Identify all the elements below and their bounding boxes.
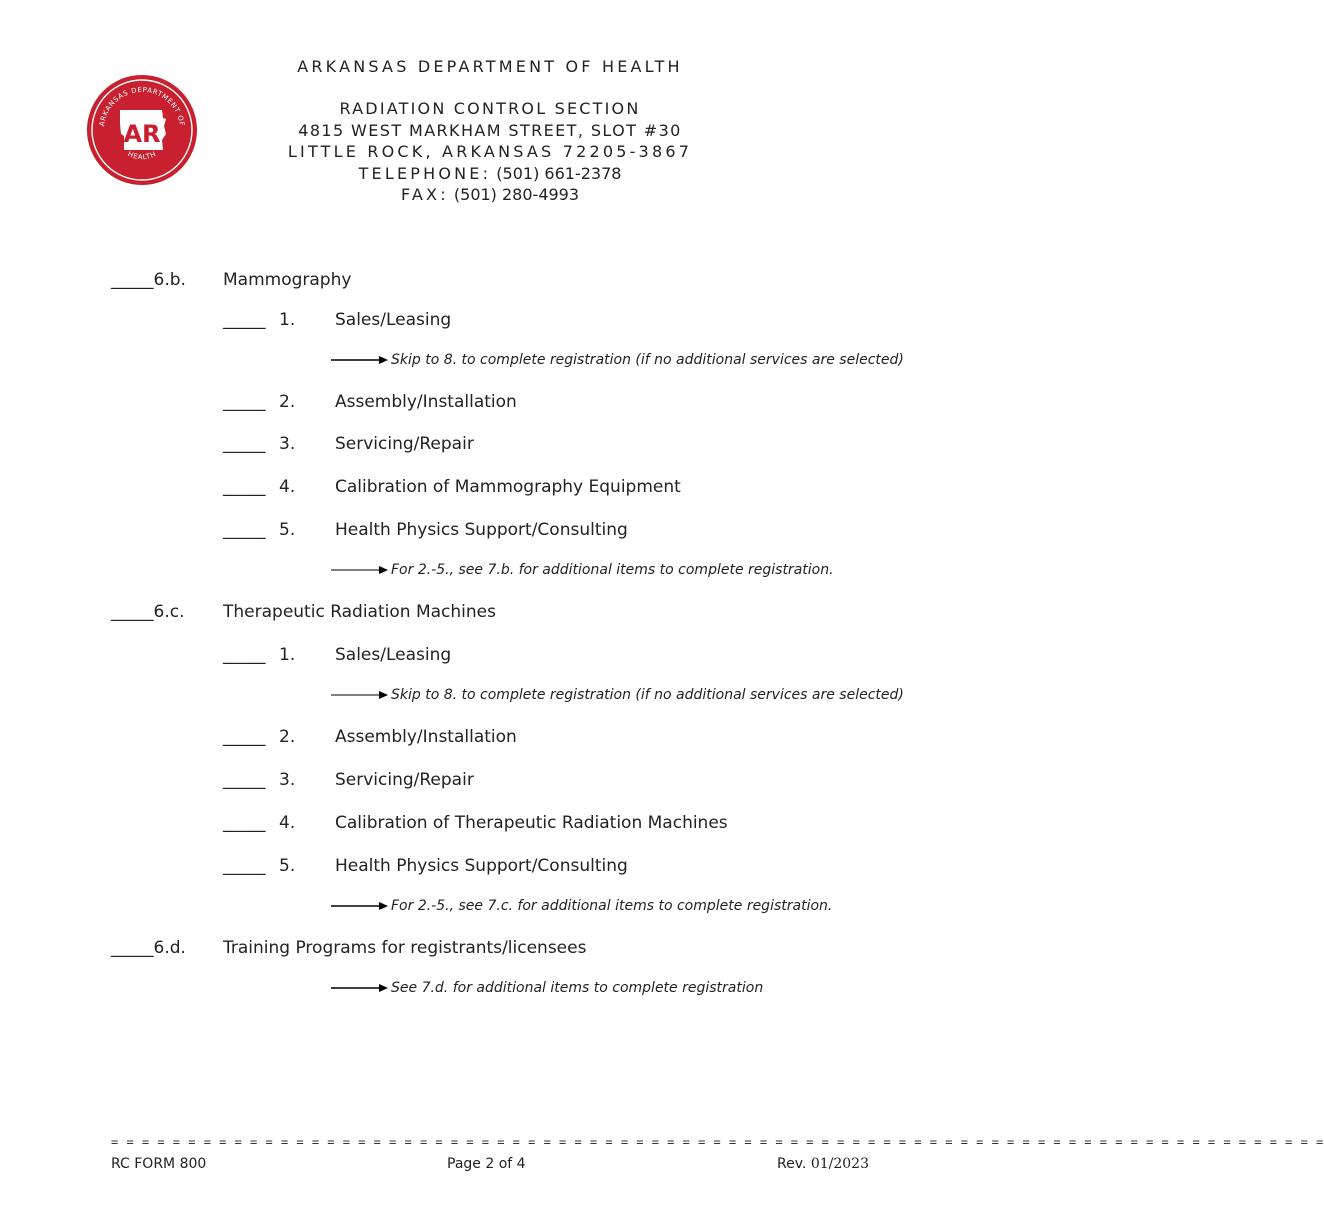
item-checkbox-blank[interactable]: _____ (223, 392, 266, 412)
section-title: Mammography (223, 270, 352, 290)
item-label: Calibration of Therapeutic Radiation Machines (335, 813, 728, 833)
item-checkbox-blank[interactable]: _____ (223, 477, 266, 497)
fax-number: (501) 280-4993 (453, 185, 580, 204)
arrow-right-icon (331, 983, 389, 993)
item-number: 5. (279, 520, 296, 540)
item-label: Health Physics Support/Consulting (335, 520, 628, 540)
item-label: Assembly/Installation (335, 727, 517, 747)
item-label: Sales/Leasing (335, 310, 452, 330)
svg-text:AR: AR (123, 120, 161, 148)
svg-text:HEALTH: HEALTH (126, 150, 158, 162)
item-label: Servicing/Repair (335, 434, 474, 454)
form-number: RC FORM 800 (111, 1156, 207, 1172)
note-text: Skip to 8. to complete registration (if no additional services are selected) (391, 687, 904, 703)
item-label: Servicing/Repair (335, 770, 474, 790)
telephone-line (250, 163, 730, 185)
adh-seal-logo (86, 74, 198, 186)
item-number: 3. (279, 434, 296, 454)
item-label: Assembly/Installation (335, 392, 517, 412)
fax-label: FAX: (400, 185, 449, 204)
revision-label: Rev. (777, 1156, 807, 1172)
item-checkbox-blank[interactable]: _____ (223, 645, 266, 665)
footer-divider: = = = = = = = = = = = = = = = = = = = = = = = = = = = = = = = = = = = = = = = = = = = = = = = = = = = = = = = = = = = = = = = = = = = = = = = = = = = = = = = (111, 1135, 1324, 1149)
item-checkbox-blank[interactable]: _____ (223, 310, 266, 330)
section-checkbox-blank[interactable]: _____6.b. (111, 270, 186, 290)
item-number: 1. (279, 645, 296, 665)
telephone-number: (501) 661-2378 (496, 163, 622, 183)
arrow-right-icon (331, 565, 389, 575)
item-number: 4. (279, 477, 296, 497)
item-checkbox-blank[interactable]: _____ (223, 770, 266, 790)
item-checkbox-blank[interactable]: _____ (223, 520, 266, 540)
telephone-label: TELEPHONE: (358, 163, 492, 183)
department-name: ARKANSAS DEPARTMENT OF HEALTH (297, 57, 683, 76)
item-label: Calibration of Mammography Equipment (335, 477, 681, 497)
section-name: RADIATION CONTROL SECTION (339, 99, 641, 118)
note-text: Skip to 8. to complete registration (if no additional services are selected) (391, 352, 904, 368)
arrow-right-icon (331, 355, 389, 365)
street-address: 4815 WEST MARKHAM STREET, SLOT #30 (298, 120, 682, 140)
fax-line (250, 184, 730, 206)
item-number: 2. (279, 392, 296, 412)
item-number: 4. (279, 813, 296, 833)
item-number: 3. (279, 770, 296, 790)
item-number: 5. (279, 856, 296, 876)
city-state-zip: LITTLE ROCK, ARKANSAS 72205-3867 (287, 142, 693, 161)
item-label: Sales/Leasing (335, 645, 452, 665)
item-checkbox-blank[interactable]: _____ (223, 813, 266, 833)
section-title: Training Programs for registrants/licensees (223, 938, 587, 958)
item-label: Health Physics Support/Consulting (335, 856, 628, 876)
item-checkbox-blank[interactable]: _____ (223, 434, 266, 454)
page-number: Page 2 of 4 (447, 1156, 526, 1172)
revision (777, 1156, 869, 1172)
revision-date: 01/2023 (810, 1156, 869, 1172)
section-checkbox-blank[interactable]: _____6.d. (111, 938, 186, 958)
arrow-right-icon (331, 690, 389, 700)
arrow-right-icon (331, 901, 389, 911)
item-checkbox-blank[interactable]: _____ (223, 856, 266, 876)
section-title: Therapeutic Radiation Machines (223, 602, 496, 622)
section-checkbox-blank[interactable]: _____6.c. (111, 602, 185, 622)
svg-text:ARKANSAS DEPARTMENT OF: ARKANSAS DEPARTMENT OF (98, 85, 186, 127)
item-number: 1. (279, 310, 296, 330)
note-text: For 2.-5., see 7.b. for additional items to complete registration. (391, 562, 834, 578)
item-number: 2. (279, 727, 296, 747)
section-address-block (250, 98, 730, 206)
letterhead (250, 56, 730, 78)
note-text: See 7.d. for additional items to complete registration (391, 980, 764, 996)
item-checkbox-blank[interactable]: _____ (223, 727, 266, 747)
note-text: For 2.-5., see 7.c. for additional items to complete registration. (391, 898, 833, 914)
